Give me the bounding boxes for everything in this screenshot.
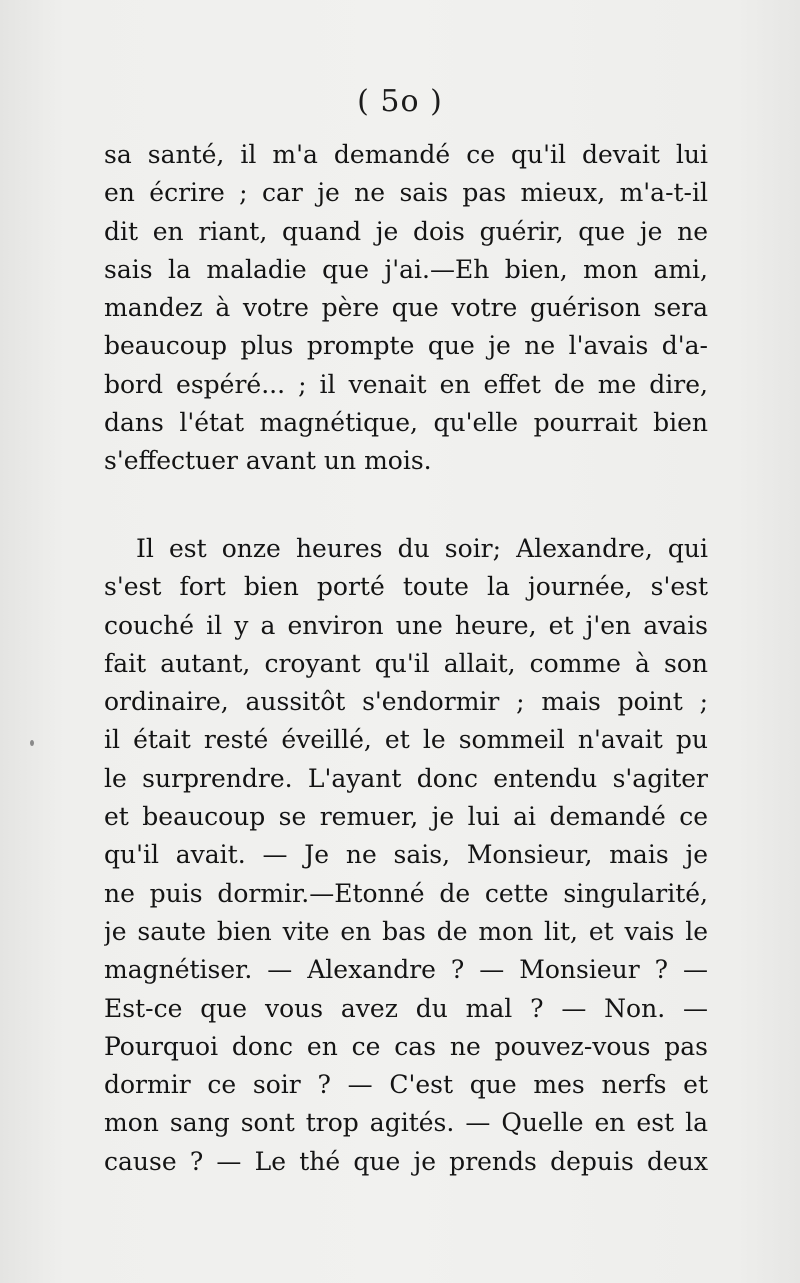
text-line: je saute bien vite en bas de mon lit, et vais le <box>104 916 708 946</box>
text-line: s'effectuer avant un mois. <box>104 446 432 476</box>
text-line: beaucoup plus prompte que je ne l'avais d'a- <box>104 331 708 361</box>
text-line: sais la maladie que j'ai.—Eh bien, mon ami, <box>104 254 708 284</box>
text-line: dormir ce soir ? — C'est que mes nerfs et <box>104 1070 708 1100</box>
text-line: cause ? — Le thé que je prends depuis deux <box>104 1146 708 1176</box>
paper-speck <box>30 740 34 746</box>
text-line: Pourquoi donc en ce cas ne pouvez-vous pas <box>104 1031 708 1061</box>
paragraph-2 <box>104 530 708 1181</box>
text-line: Il est onze heures du soir; Alexandre, qui <box>136 534 708 563</box>
text-line: s'est fort bien porté toute la journée, s'est <box>104 572 708 602</box>
text-line: il était resté éveillé, et le sommeil n'avait pu <box>104 725 708 755</box>
page-number: ( 5o ) <box>357 84 443 119</box>
text-line: mon sang sont trop agités. — Quelle en est la <box>104 1108 708 1138</box>
text-line: ne puis dormir.—Etonné de cette singularité, <box>104 878 708 908</box>
text-line: et beaucoup se remuer, je lui ai demandé ce <box>104 802 708 832</box>
text-line: bord espéré... ; il venait en effet de me dire, <box>104 369 708 399</box>
text-line: qu'il avait. — Je ne sais, Monsieur, mais je <box>104 840 708 870</box>
text-line: Est-ce que vous avez du mal ? — Non. — <box>104 993 708 1023</box>
text-line: en écrire ; car je ne sais pas mieux, m'a-t-il <box>104 178 708 208</box>
text-line: magnétiser. — Alexandre ? — Monsieur ? — <box>104 955 708 985</box>
text-line: sa santé, il m'a demandé ce qu'il devait lui <box>104 140 708 169</box>
text-line: ordinaire, aussitôt s'endormir ; mais point ; <box>104 687 708 717</box>
text-line: mandez à votre père que votre guérison sera <box>104 293 708 323</box>
text-line: fait autant, croyant qu'il allait, comme à son <box>104 648 708 678</box>
text-line: le surprendre. L'ayant donc entendu s'agiter <box>104 763 708 793</box>
text-line: couché il y a environ une heure, et j'en avais <box>104 610 708 640</box>
text-line: dit en riant, quand je dois guérir, que je ne <box>104 216 708 246</box>
text-line: dans l'état magnétique, qu'elle pourrait bien <box>104 408 708 438</box>
paragraph-1 <box>104 136 708 481</box>
